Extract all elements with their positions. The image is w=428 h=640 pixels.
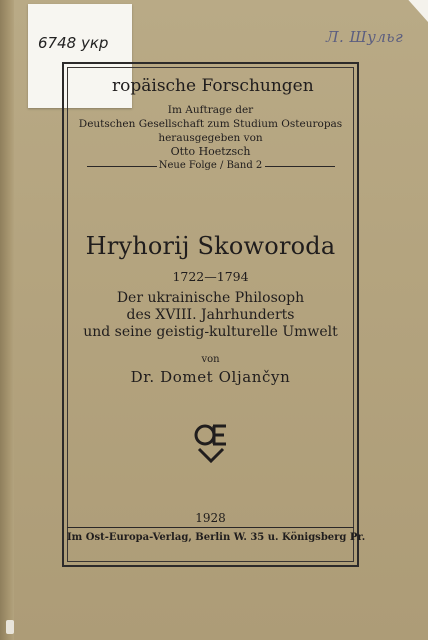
publisher-rule <box>67 527 354 528</box>
author-von: von <box>201 354 220 365</box>
torn-corner <box>400 0 428 22</box>
publisher-line: Im Ost-Europa-Verlag, Berlin W. 35 u. Königsberg Pr. <box>67 532 366 543</box>
publisher-logo <box>193 423 229 463</box>
book-subtitle-3: und seine geistig-kulturelle Umwelt <box>83 324 338 340</box>
series-line-1: Im Auftrage der <box>167 104 254 116</box>
paper-tear-mark <box>6 620 14 634</box>
spine-edge <box>0 0 14 640</box>
series-line-3: herausgegeben von <box>158 132 263 144</box>
handwritten-signature-note: Л. Шульг <box>326 28 404 46</box>
series-editor: Otto Hoetzsch <box>170 145 251 158</box>
folge-rule-right <box>265 166 335 167</box>
series-folge-row <box>67 160 354 174</box>
series-folge: Neue Folge / Band 2 <box>158 160 263 171</box>
publication-year: 1928 <box>195 511 226 525</box>
shelf-number: 6748 укр <box>38 34 109 52</box>
author-name: Dr. Domet Oljančyn <box>130 368 291 386</box>
series-title: ropäische Forschungen <box>112 76 314 96</box>
book-years: 1722—1794 <box>172 269 249 284</box>
book-subtitle-2: des XVIII. Jahrhunderts <box>126 307 295 323</box>
book-subtitle-1: Der ukrainische Philosoph <box>116 290 305 306</box>
book-title: Hryhorij Skoworoda <box>85 232 336 260</box>
series-line-2: Deutschen Gesellschaft zum Studium Osteuropas <box>78 118 343 130</box>
